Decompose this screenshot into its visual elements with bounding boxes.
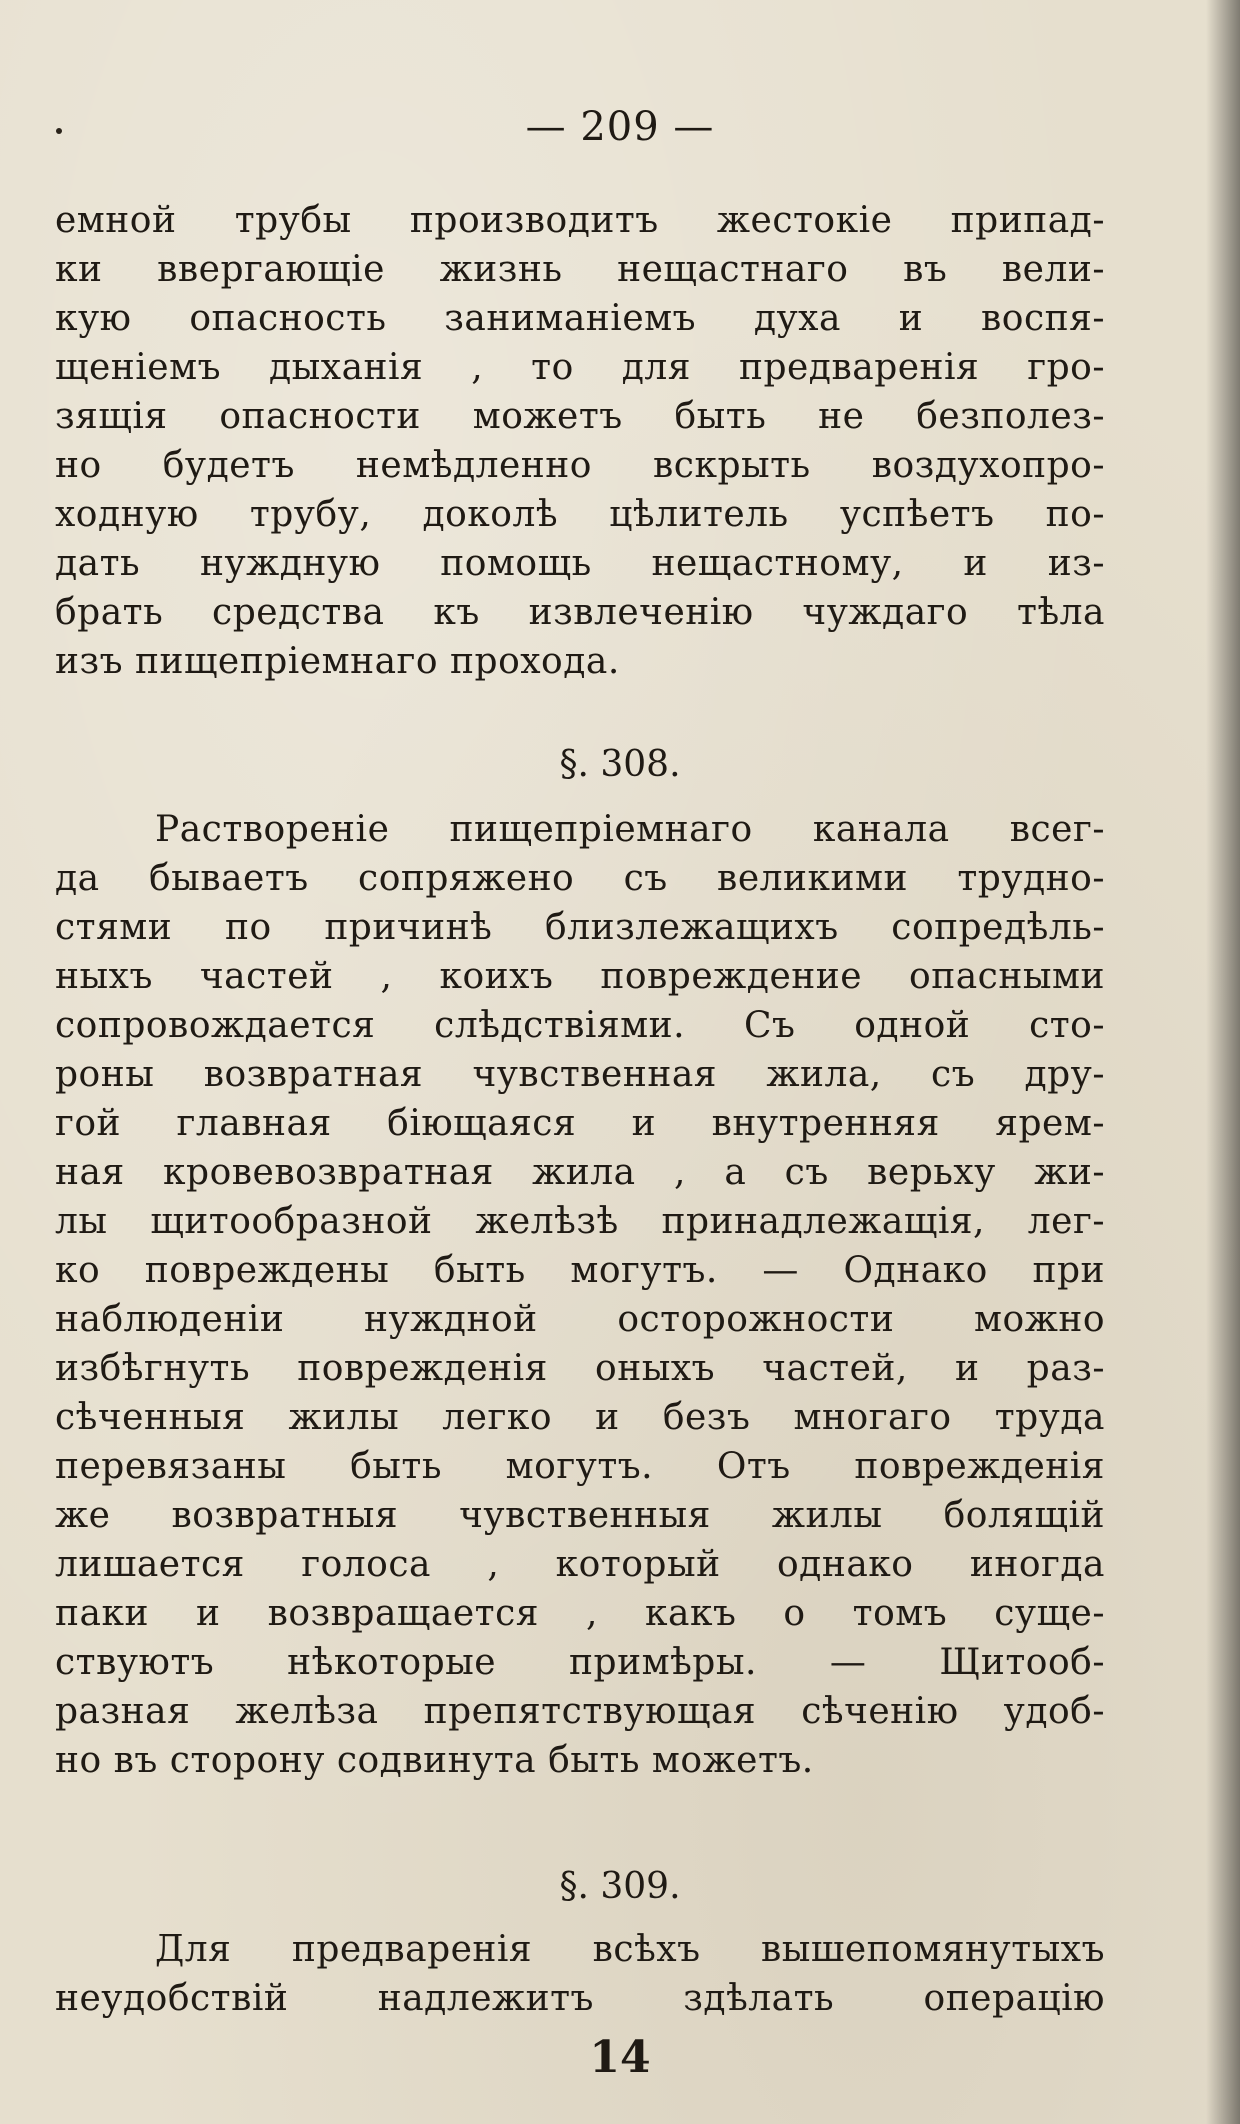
text-line: брать средства къ извлеченію чуждаго тѣла: [55, 592, 1105, 633]
section-308-heading: §. 308.: [559, 744, 681, 785]
text-line: но въ сторону содвинута быть можетъ.: [55, 1740, 814, 1781]
text-line: неудобствій надлежитъ здѣлать операцію: [55, 1978, 1105, 2019]
text-line: лы щитообразной желѣзѣ принадлежащія, лег-: [55, 1201, 1105, 1242]
text-line: сопровождается слѣдствіями. Съ одной сто-: [55, 1005, 1105, 1046]
text-line: кую опасность заниманіемъ духа и воспя-: [55, 298, 1105, 339]
text-line: стями по причинѣ близлежащихъ сопредѣль-: [55, 907, 1105, 948]
section-308-body: [55, 805, 1105, 1785]
text-line: Раствореніе пищепріемнаго канала всег-: [155, 809, 1105, 850]
text-line: изъ пищепріемнаго прохода.: [55, 641, 620, 682]
text-line: но будетъ немѣдленно вскрыть воздухопро-: [55, 445, 1105, 486]
text-line: ная кровевозвратная жила , а съ верьху жи-: [55, 1152, 1105, 1193]
text-line: ныхъ частей , коихъ повреждение опасными: [55, 956, 1105, 997]
paragraph-continued: [55, 196, 1105, 686]
text-line: дать нуждную помощь нещастному, и из-: [55, 543, 1105, 584]
text-line: же возвратныя чувственныя жилы болящій: [55, 1495, 1105, 1536]
text-line: ходную трубу, доколѣ цѣлитель успѣетъ по-: [55, 494, 1105, 535]
text-line: перевязаны быть могутъ. Отъ поврежденія: [55, 1446, 1105, 1487]
text-line: да бываетъ сопряжено съ великими трудно-: [55, 858, 1105, 899]
text-line: ки ввергающіе жизнь нещастнаго въ вели-: [55, 249, 1105, 290]
text-line: Для предваренія всѣхъ вышепомянутыхъ: [155, 1929, 1105, 1970]
text-line: избѣгнуть поврежденія оныхъ частей, и раз-: [55, 1348, 1105, 1389]
text-line: зящія опасности можетъ быть не безполез-: [55, 396, 1105, 437]
text-line: щеніемъ дыханія , то для предваренія гро-: [55, 347, 1105, 388]
section-309-body: [55, 1925, 1105, 2023]
text-line: лишается голоса , который однако иногда: [55, 1544, 1105, 1585]
text-line: роны возвратная чувственная жила, съ дру-: [55, 1054, 1105, 1095]
section-309-heading: §. 309.: [559, 1866, 681, 1907]
text-line: ко повреждены быть могутъ. — Однако при: [55, 1250, 1105, 1291]
text-line: гой главная біющаяся и внутренняя ярем-: [55, 1103, 1105, 1144]
text-line: ствуютъ нѣкоторые примѣры. — Щитооб-: [55, 1642, 1105, 1683]
text-line: паки и возвращается , какъ о томъ суще-: [55, 1593, 1105, 1634]
signature-mark: 14: [589, 2032, 651, 2083]
page-edge-shadow: [1206, 0, 1240, 2124]
text-line: емной трубы производитъ жестокіе припад-: [55, 200, 1105, 241]
text-line: сѣченныя жилы легко и безъ многаго труда: [55, 1397, 1105, 1438]
text-line: наблюденіи нуждной осторожности можно: [55, 1299, 1105, 1340]
page-number-header: — 209 —: [525, 104, 715, 150]
text-line: разная желѣза препятствующая сѣченію удоб-: [55, 1691, 1105, 1732]
